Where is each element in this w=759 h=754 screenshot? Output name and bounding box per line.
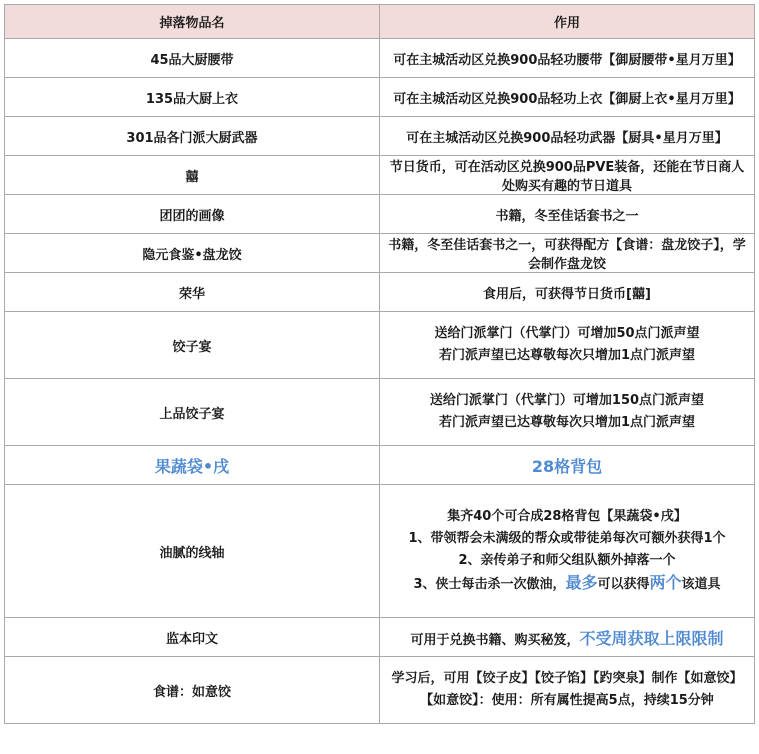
item-name: 上品饺子宴 bbox=[5, 379, 380, 446]
table-row bbox=[5, 618, 755, 657]
effect-line: 1、带领帮会未满级的帮众或带徒弟每次可额外获得1个 bbox=[408, 531, 726, 546]
effect-text: 可以获得 bbox=[597, 577, 650, 592]
table-row bbox=[5, 39, 755, 78]
item-effect: 可在主城活动区兑换900品轻功腰带【御厨腰带•星月万里】 bbox=[380, 39, 755, 78]
table-row bbox=[5, 273, 755, 312]
effect-line: 【如意饺】：使用：所有属性提高5点，持续15分钟 bbox=[420, 693, 714, 708]
effect-text: 3、侠士每击杀一次傲油， bbox=[413, 577, 566, 592]
table-header-row bbox=[5, 5, 755, 39]
effect-line: 学习后，可用【饺子皮】【饺子馅】【趵突泉】制作【如意饺】 bbox=[391, 671, 743, 686]
item-effect bbox=[380, 657, 755, 724]
table-row bbox=[5, 195, 755, 234]
effect-text: 该道具 bbox=[681, 577, 721, 592]
item-name: 监本印文 bbox=[5, 618, 380, 657]
item-name: 45品大厨腰带 bbox=[5, 39, 380, 78]
effect-line: 若门派声望已达尊敬每次只增加1点门派声望 bbox=[438, 415, 696, 430]
item-effect: 可在主城活动区兑换900品轻功上衣【御厨上衣•星月万里】 bbox=[380, 78, 755, 117]
effect-line: 若门派声望已达尊敬每次只增加1点门派声望 bbox=[438, 348, 696, 363]
item-effect bbox=[380, 312, 755, 379]
item-name: 囍 bbox=[5, 156, 380, 195]
drop-items-table bbox=[4, 4, 755, 724]
effect-line: 2、亲传弟子和师父组队额外掉落一个 bbox=[458, 553, 676, 568]
item-name: 301品各门派大厨武器 bbox=[5, 117, 380, 156]
item-name: 135品大厨上衣 bbox=[5, 78, 380, 117]
effect-line: 送给门派掌门（代掌门）可增加50点门派声望 bbox=[434, 326, 700, 341]
item-effect bbox=[380, 618, 755, 657]
effect-highlight: 最多 bbox=[565, 573, 598, 592]
table-row bbox=[5, 485, 755, 618]
item-name: 团团的画像 bbox=[5, 195, 380, 234]
item-effect-highlight: 28格背包 bbox=[380, 446, 755, 485]
table-row bbox=[5, 78, 755, 117]
item-name: 食谱：如意饺 bbox=[5, 657, 380, 724]
effect-line: 送给门派掌门（代掌门）可增加150点门派声望 bbox=[429, 393, 705, 408]
item-name: 隐元食鉴•盘龙饺 bbox=[5, 234, 380, 273]
effect-line bbox=[384, 572, 750, 596]
item-effect: 书籍，冬至佳话套书之一 bbox=[380, 195, 755, 234]
effect-line: 集齐40个可合成28格背包【果蔬袋•戌】 bbox=[447, 509, 687, 524]
effect-highlight: 不受周获取上限限制 bbox=[579, 628, 724, 648]
item-effect: 书籍，冬至佳话套书之一，可获得配方【食谱：盘龙饺子】，学会制作盘龙饺 bbox=[380, 234, 755, 273]
table-row bbox=[5, 234, 755, 273]
header-effect: 作用 bbox=[380, 5, 755, 39]
header-item-name: 掉落物品名 bbox=[5, 5, 380, 39]
table-row bbox=[5, 657, 755, 724]
table-row bbox=[5, 117, 755, 156]
item-name-highlight: 果蔬袋•戌 bbox=[5, 446, 380, 485]
table-row bbox=[5, 379, 755, 446]
item-name: 油腻的线轴 bbox=[5, 485, 380, 618]
item-name: 荣华 bbox=[5, 273, 380, 312]
item-effect: 食用后，可获得节日货币[囍] bbox=[380, 273, 755, 312]
item-name: 饺子宴 bbox=[5, 312, 380, 379]
table-row bbox=[5, 312, 755, 379]
table-row bbox=[5, 446, 755, 485]
table-row bbox=[5, 156, 755, 195]
effect-text: 可用于兑换书籍、购买秘笈， bbox=[410, 632, 580, 648]
item-effect: 节日货币，可在活动区兑换900品PVE装备，还能在节日商人处购买有趣的节日道具 bbox=[380, 156, 755, 195]
item-effect bbox=[380, 485, 755, 618]
item-effect: 可在主城活动区兑换900品轻功武器【厨具•星月万里】 bbox=[380, 117, 755, 156]
effect-highlight: 两个 bbox=[649, 573, 682, 592]
item-effect bbox=[380, 379, 755, 446]
